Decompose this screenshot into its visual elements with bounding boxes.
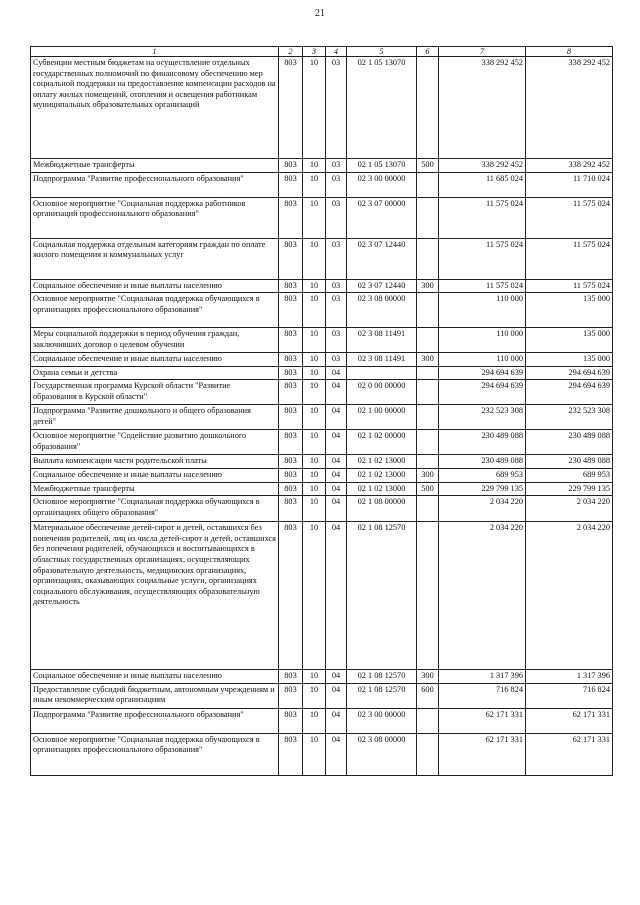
cell-name: Основное мероприятие "Социальная поддержка обучающихся в организациях общего образования" <box>31 496 279 522</box>
cell-pr: 03 <box>326 238 347 279</box>
cell-sum2: 230 489 088 <box>526 430 613 455</box>
cell-sum1: 62 171 331 <box>439 733 526 775</box>
cell-pr: 04 <box>326 482 347 496</box>
cell-sum2: 1 317 396 <box>526 670 613 684</box>
table-row <box>31 353 613 367</box>
cell-rz: 10 <box>303 482 326 496</box>
cell-pr: 04 <box>326 708 347 733</box>
table-row <box>31 197 613 238</box>
cell-name: Основное мероприятие "Социальная поддержка обучающихся в организациях профессионального образования" <box>31 733 279 775</box>
budget-table <box>30 46 613 776</box>
cell-sum1: 338 292 452 <box>439 57 526 159</box>
cell-sum1: 338 292 452 <box>439 159 526 173</box>
cell-rz: 10 <box>303 405 326 430</box>
cell-grbs: 803 <box>279 455 303 469</box>
cell-vr <box>417 57 439 159</box>
cell-sum1: 2 034 220 <box>439 496 526 522</box>
cell-csr: 02 1 08 12570 <box>347 683 417 708</box>
column-header: 3 <box>303 47 326 57</box>
cell-pr: 03 <box>326 279 347 293</box>
table-row <box>31 57 613 159</box>
cell-vr <box>417 380 439 405</box>
cell-name: Предоставление субсидий бюджетным, автономным учреждениям и иным некоммерческим организациям <box>31 683 279 708</box>
cell-csr: 02 3 08 00000 <box>347 293 417 328</box>
cell-name: Подпрограмма "Развитие дошкольного и общего образования детей" <box>31 405 279 430</box>
cell-sum2: 2 034 220 <box>526 522 613 670</box>
cell-pr: 03 <box>326 293 347 328</box>
cell-sum2: 229 799 135 <box>526 482 613 496</box>
cell-name: Межбюджетные трансферты <box>31 159 279 173</box>
cell-sum2: 11 710 024 <box>526 172 613 197</box>
cell-csr: 02 1 02 13000 <box>347 455 417 469</box>
cell-pr: 03 <box>326 57 347 159</box>
cell-sum2: 294 694 639 <box>526 366 613 380</box>
table-row <box>31 522 613 670</box>
cell-sum1: 11 575 024 <box>439 279 526 293</box>
cell-sum1: 110 000 <box>439 328 526 353</box>
cell-csr: 02 3 07 12440 <box>347 279 417 293</box>
cell-pr: 03 <box>326 197 347 238</box>
cell-csr: 02 1 05 13070 <box>347 57 417 159</box>
table-row <box>31 482 613 496</box>
cell-grbs: 803 <box>279 366 303 380</box>
cell-sum1: 230 489 088 <box>439 455 526 469</box>
cell-name: Основное мероприятие "Социальная поддержка работников организаций профессионального образования" <box>31 197 279 238</box>
cell-vr <box>417 708 439 733</box>
cell-vr <box>417 238 439 279</box>
cell-name: Основное мероприятие "Социальная поддержка обучающихся в организациях профессионального образования" <box>31 293 279 328</box>
cell-csr: 02 1 02 13000 <box>347 482 417 496</box>
cell-pr: 04 <box>326 405 347 430</box>
table-row <box>31 455 613 469</box>
cell-pr: 04 <box>326 683 347 708</box>
table-row <box>31 238 613 279</box>
cell-sum2: 230 489 088 <box>526 455 613 469</box>
cell-name: Социальная поддержка отдельным категориям граждан по оплате жилого помещения и коммунальных услуг <box>31 238 279 279</box>
cell-sum1: 110 000 <box>439 293 526 328</box>
cell-vr <box>417 328 439 353</box>
table-row <box>31 366 613 380</box>
cell-vr <box>417 522 439 670</box>
cell-grbs: 803 <box>279 279 303 293</box>
cell-sum2: 689 953 <box>526 468 613 482</box>
cell-grbs: 803 <box>279 733 303 775</box>
cell-pr: 04 <box>326 455 347 469</box>
cell-sum2: 62 171 331 <box>526 733 613 775</box>
cell-grbs: 803 <box>279 197 303 238</box>
table-row <box>31 430 613 455</box>
cell-grbs: 803 <box>279 496 303 522</box>
cell-name: Охрана семьи и детства <box>31 366 279 380</box>
cell-csr: 02 1 08 00000 <box>347 496 417 522</box>
cell-grbs: 803 <box>279 353 303 367</box>
cell-pr: 04 <box>326 496 347 522</box>
table-body <box>31 57 613 776</box>
cell-name: Материальное обеспечение детей-сирот и детей, оставшихся без попечения родителей, лиц из числа детей-сирот и детей, оставшихся без попечения родителей, обучающихся и воспитывающихся в областных государственных организациях, осуществляющих образовательную деятельность, медицинских организациях, организациях, оказывающих социальные услуги, организациях социального обслуживания, осуществляющих образовательную деятельность <box>31 522 279 670</box>
cell-vr: 300 <box>417 468 439 482</box>
column-header: 6 <box>417 47 439 57</box>
cell-sum2: 716 824 <box>526 683 613 708</box>
cell-name: Социальное обеспечение и иные выплаты населению <box>31 353 279 367</box>
cell-vr <box>417 366 439 380</box>
cell-grbs: 803 <box>279 238 303 279</box>
cell-sum1: 294 694 639 <box>439 380 526 405</box>
table-row <box>31 468 613 482</box>
cell-csr: 02 3 07 00000 <box>347 197 417 238</box>
column-header: 5 <box>347 47 417 57</box>
cell-csr: 02 3 00 00000 <box>347 708 417 733</box>
cell-rz: 10 <box>303 238 326 279</box>
cell-name: Подпрограмма "Развитие профессионального образования" <box>31 172 279 197</box>
cell-sum2: 338 292 452 <box>526 159 613 173</box>
cell-sum2: 338 292 452 <box>526 57 613 159</box>
cell-pr: 04 <box>326 366 347 380</box>
cell-csr: 02 1 08 12570 <box>347 522 417 670</box>
cell-csr: 02 3 08 11491 <box>347 328 417 353</box>
cell-csr: 02 3 08 11491 <box>347 353 417 367</box>
cell-vr <box>417 455 439 469</box>
cell-csr: 02 1 08 12570 <box>347 670 417 684</box>
cell-sum1: 1 317 396 <box>439 670 526 684</box>
cell-grbs: 803 <box>279 482 303 496</box>
cell-csr: 02 3 07 12440 <box>347 238 417 279</box>
column-header: 8 <box>526 47 613 57</box>
cell-sum2: 11 575 024 <box>526 279 613 293</box>
table-row <box>31 670 613 684</box>
cell-sum1: 11 575 024 <box>439 238 526 279</box>
table-row <box>31 733 613 775</box>
cell-sum1: 230 489 088 <box>439 430 526 455</box>
table-row <box>31 293 613 328</box>
cell-name: Социальное обеспечение и иные выплаты населению <box>31 279 279 293</box>
cell-name: Государственная программа Курской области "Развитие образования в Курской области" <box>31 380 279 405</box>
cell-name: Социальное обеспечение и иные выплаты населению <box>31 670 279 684</box>
table-row <box>31 496 613 522</box>
cell-sum1: 2 034 220 <box>439 522 526 670</box>
cell-grbs: 803 <box>279 328 303 353</box>
cell-sum1: 11 685 024 <box>439 172 526 197</box>
cell-sum1: 62 171 331 <box>439 708 526 733</box>
cell-grbs: 803 <box>279 293 303 328</box>
cell-csr: 02 1 02 13000 <box>347 468 417 482</box>
cell-pr: 03 <box>326 172 347 197</box>
cell-pr: 04 <box>326 670 347 684</box>
cell-pr: 03 <box>326 328 347 353</box>
cell-grbs: 803 <box>279 468 303 482</box>
cell-grbs: 803 <box>279 430 303 455</box>
cell-vr <box>417 405 439 430</box>
cell-vr: 500 <box>417 482 439 496</box>
cell-name: Меры социальной поддержки в период обучения граждан, заключивших договор о целевом обучении <box>31 328 279 353</box>
cell-sum1: 716 824 <box>439 683 526 708</box>
cell-name: Основное мероприятие "Содействие развитию дошкольного образования" <box>31 430 279 455</box>
page-number: 21 <box>315 8 325 19</box>
cell-pr: 04 <box>326 430 347 455</box>
table-row <box>31 683 613 708</box>
cell-sum1: 294 694 639 <box>439 366 526 380</box>
cell-pr: 04 <box>326 733 347 775</box>
cell-vr: 300 <box>417 279 439 293</box>
cell-name: Межбюджетные трансферты <box>31 482 279 496</box>
cell-grbs: 803 <box>279 708 303 733</box>
cell-csr: 02 1 02 00000 <box>347 430 417 455</box>
cell-sum2: 232 523 308 <box>526 405 613 430</box>
cell-rz: 10 <box>303 522 326 670</box>
cell-csr: 02 1 00 00000 <box>347 405 417 430</box>
cell-rz: 10 <box>303 353 326 367</box>
cell-sum1: 689 953 <box>439 468 526 482</box>
cell-rz: 10 <box>303 57 326 159</box>
cell-sum2: 2 034 220 <box>526 496 613 522</box>
cell-grbs: 803 <box>279 670 303 684</box>
cell-vr <box>417 430 439 455</box>
cell-grbs: 803 <box>279 57 303 159</box>
cell-rz: 10 <box>303 455 326 469</box>
cell-pr: 04 <box>326 380 347 405</box>
cell-rz: 10 <box>303 159 326 173</box>
cell-rz: 10 <box>303 496 326 522</box>
cell-grbs: 803 <box>279 380 303 405</box>
cell-rz: 10 <box>303 172 326 197</box>
cell-sum2: 11 575 024 <box>526 197 613 238</box>
cell-rz: 10 <box>303 197 326 238</box>
cell-vr: 600 <box>417 683 439 708</box>
column-header: 2 <box>279 47 303 57</box>
cell-grbs: 803 <box>279 172 303 197</box>
cell-csr: 02 1 05 13070 <box>347 159 417 173</box>
cell-pr: 03 <box>326 159 347 173</box>
cell-rz: 10 <box>303 430 326 455</box>
cell-rz: 10 <box>303 733 326 775</box>
column-header: 7 <box>439 47 526 57</box>
cell-vr <box>417 733 439 775</box>
cell-csr: 02 3 08 00000 <box>347 733 417 775</box>
cell-rz: 10 <box>303 683 326 708</box>
cell-csr <box>347 366 417 380</box>
cell-sum2: 294 694 639 <box>526 380 613 405</box>
cell-sum2: 62 171 331 <box>526 708 613 733</box>
cell-pr: 03 <box>326 353 347 367</box>
table-row <box>31 328 613 353</box>
cell-vr: 300 <box>417 670 439 684</box>
cell-csr: 02 0 00 00000 <box>347 380 417 405</box>
cell-grbs: 803 <box>279 683 303 708</box>
cell-sum1: 11 575 024 <box>439 197 526 238</box>
cell-rz: 10 <box>303 366 326 380</box>
cell-vr: 500 <box>417 159 439 173</box>
column-header: 4 <box>326 47 347 57</box>
table-row <box>31 172 613 197</box>
cell-rz: 10 <box>303 670 326 684</box>
cell-grbs: 803 <box>279 522 303 670</box>
table-row <box>31 380 613 405</box>
cell-name: Социальное обеспечение и иные выплаты населению <box>31 468 279 482</box>
cell-vr <box>417 172 439 197</box>
cell-csr: 02 3 00 00000 <box>347 172 417 197</box>
cell-vr <box>417 496 439 522</box>
cell-pr: 04 <box>326 468 347 482</box>
cell-sum2: 135 000 <box>526 293 613 328</box>
cell-rz: 10 <box>303 380 326 405</box>
cell-name: Подпрограмма "Развитие профессионального образования" <box>31 708 279 733</box>
cell-name: Выплата компенсации части родительской платы <box>31 455 279 469</box>
cell-sum1: 232 523 308 <box>439 405 526 430</box>
cell-sum1: 229 799 135 <box>439 482 526 496</box>
cell-sum2: 11 575 024 <box>526 238 613 279</box>
table-row <box>31 405 613 430</box>
cell-pr: 04 <box>326 522 347 670</box>
cell-rz: 10 <box>303 328 326 353</box>
table-row <box>31 279 613 293</box>
cell-vr <box>417 197 439 238</box>
header-row <box>31 47 613 57</box>
cell-sum2: 135 000 <box>526 328 613 353</box>
table-row <box>31 159 613 173</box>
cell-name: Субвенции местным бюджетам на осуществление отдельных государственных полномочий по финансовому обеспечению мер социальной поддержки на предоставление компенсации расходов на оплату жилых помещений, отопления и освещения работникам муниципальных образовательных организаций <box>31 57 279 159</box>
cell-rz: 10 <box>303 468 326 482</box>
cell-sum1: 110 000 <box>439 353 526 367</box>
cell-grbs: 803 <box>279 159 303 173</box>
cell-vr <box>417 293 439 328</box>
column-header: 1 <box>31 47 279 57</box>
cell-rz: 10 <box>303 708 326 733</box>
cell-vr: 300 <box>417 353 439 367</box>
cell-grbs: 803 <box>279 405 303 430</box>
cell-rz: 10 <box>303 279 326 293</box>
cell-sum2: 135 000 <box>526 353 613 367</box>
table-row <box>31 708 613 733</box>
cell-rz: 10 <box>303 293 326 328</box>
